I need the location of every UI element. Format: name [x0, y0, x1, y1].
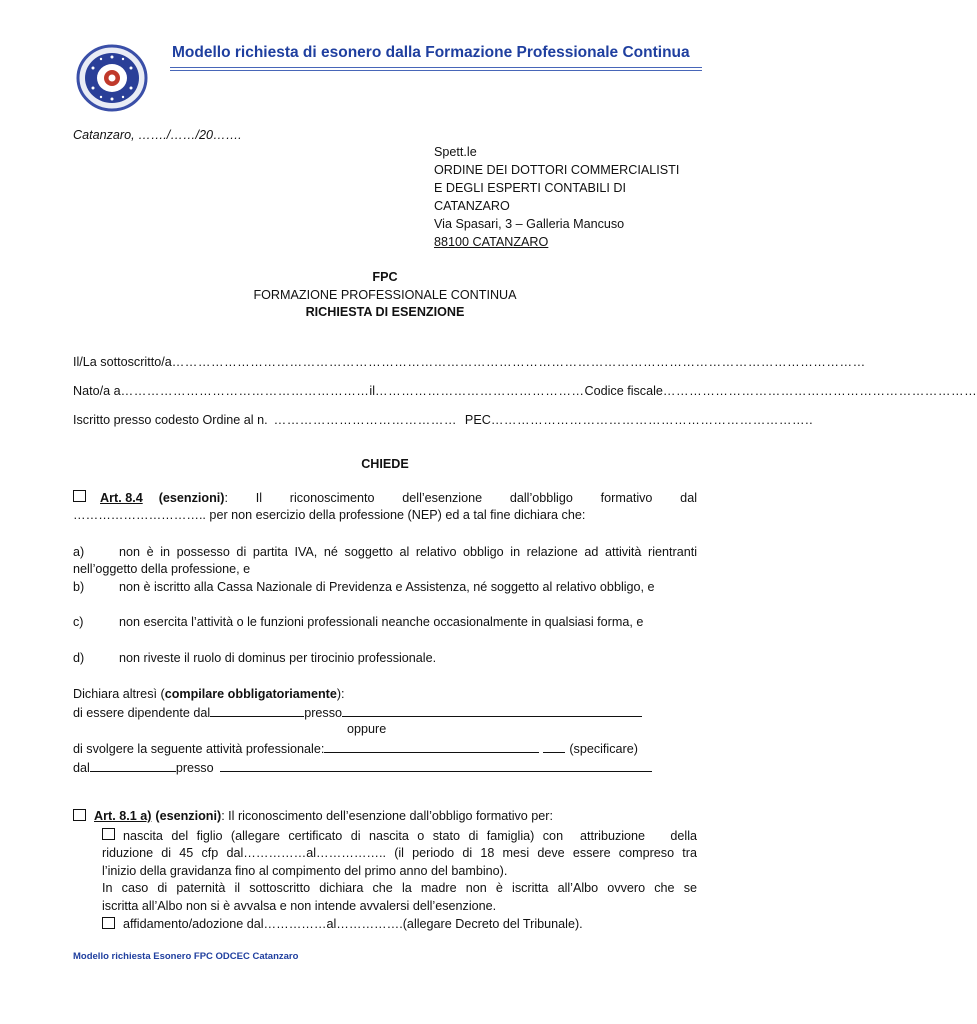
art84-checkbox[interactable]	[73, 490, 86, 502]
employee-from-blank[interactable]	[210, 704, 304, 717]
item-label: c)	[73, 615, 84, 629]
art84-text1: : Il riconoscimento dell’esenzione dall’obbligo formativo dal	[224, 491, 697, 505]
art84-item-c	[73, 614, 697, 631]
employee-at-blank[interactable]	[342, 704, 642, 717]
tax-code-label: Codice fiscale	[584, 384, 663, 398]
item-label: b)	[73, 580, 85, 594]
item-label: a)	[73, 545, 85, 559]
activity-blank-short[interactable]	[543, 740, 565, 753]
declaration-intro-end: ):	[336, 687, 345, 701]
period-row	[73, 759, 652, 775]
recipient-city: 88100 CATANZARO	[434, 235, 549, 249]
art81-ref: Art. 8.1 a)	[94, 809, 152, 823]
born-in-blank[interactable]: …………………………………………………	[120, 384, 370, 398]
registration-field-row	[73, 413, 814, 427]
birth-text-l3: l’inizio della gravidanza fino al compimento del primo anno del bambino).	[102, 864, 508, 878]
heading-full: FORMAZIONE PROFESSIONALE CONTINUA	[253, 288, 517, 302]
heading-subject: RICHIESTA DI ESENZIONE	[305, 305, 465, 319]
art81-checkbox[interactable]	[73, 809, 86, 821]
birth-checkbox[interactable]	[102, 828, 115, 840]
period-from-blank[interactable]	[90, 759, 176, 772]
recipient-line2: E DEGLI ESPERTI CONTABILI DI	[434, 181, 626, 195]
born-in-label: Nato/a a	[73, 384, 121, 398]
activity-label: di svolgere la seguente attività professionale:	[73, 742, 325, 756]
declaration-intro-text: Dichiara altresì (	[73, 687, 165, 701]
adoption-text: affidamento/adozione dal……………al…………….(allegare Decreto del Tribunale).	[123, 917, 583, 931]
art84-ref: Art. 8.4	[100, 491, 143, 505]
item-text: non riveste il ruolo di dominus per tirocinio professionale.	[119, 651, 437, 665]
art84-item-d	[73, 650, 697, 667]
declaration-intro	[73, 687, 345, 701]
art81-line	[73, 809, 553, 823]
undersigned-label: Il/La sottoscritto/a	[73, 355, 172, 369]
item-label: d)	[73, 651, 85, 665]
registered-blank[interactable]: ……………………………………	[273, 413, 457, 427]
requests-heading: CHIEDE	[361, 457, 409, 471]
pec-blank[interactable]: ………………………………………………………………..	[490, 413, 814, 427]
tax-code-blank[interactable]: ………………………………………………………………	[662, 384, 977, 398]
declaration-intro-bold: compilare obbligatoriamente	[164, 687, 337, 701]
art84-item-a	[73, 544, 697, 578]
art81-text: : Il riconoscimento dell’esenzione dall’obbligo formativo per:	[221, 809, 553, 823]
pec-label: PEC	[464, 413, 491, 427]
item-text: non è in possesso di partita IVA, né soggetto al relativo obbligo in relazione ad attività rientranti nell’oggetto della professione, e	[73, 545, 697, 576]
recipient-line1: ORDINE DEI DOTTORI COMMERCIALISTI	[434, 163, 680, 177]
art84-item-b	[73, 579, 697, 596]
employee-at-label: presso	[304, 706, 343, 720]
adoption-option	[102, 917, 583, 931]
period-from-label: dal	[73, 761, 90, 775]
header-divider	[170, 67, 702, 68]
item-text: non è iscritto alla Cassa Nazionale di Previdenza e Assistenza, né soggetto al relativo obbligo, e	[119, 580, 655, 594]
birth-option-line1	[102, 828, 697, 843]
birth-text-l1: nascita del figlio (allegare certificato di nascita o stato di famiglia) con attribuzione della	[123, 829, 697, 843]
odcec-seal-icon	[76, 44, 148, 112]
recipient-salutation: Spett.le	[434, 145, 477, 159]
art84-text2: ………………………….. per non esercizio della professione (NEP) ed a tal fine dichiara che:	[73, 508, 586, 522]
activity-row	[73, 740, 638, 756]
birth-field-row	[73, 384, 977, 398]
or-label: oppure	[347, 722, 387, 736]
art84-tag: (esenzioni)	[158, 491, 225, 505]
header-divider-secondary	[170, 70, 702, 71]
adoption-checkbox[interactable]	[102, 917, 115, 929]
footer-text: Modello richiesta Esonero FPC ODCEC Catanzaro	[73, 951, 299, 962]
undersigned-blank[interactable]: ……………………………………………………………………………………………………………………………………………	[171, 355, 866, 369]
employee-label: di essere dipendente dal	[73, 706, 211, 720]
period-at-blank[interactable]	[220, 759, 652, 772]
born-on-label: il	[369, 384, 375, 398]
heading-acronym: FPC	[372, 270, 398, 284]
item-text: non esercita l’attività o le funzioni professionali neanche occasionalmente in qualsiasi forma, e	[119, 615, 644, 629]
paternity-text-l2: iscritta all’Albo non si è avvalsa e non intende avvalersi dell’esenzione.	[102, 899, 497, 913]
recipient-street: Via Spasari, 3 – Galleria Mancuso	[434, 217, 625, 231]
art81-tag: (esenzioni)	[155, 809, 222, 823]
paternity-text-l1: In caso di paternità il sottoscritto dichiara che la madre non è iscritta all’Albo ovvero che se	[102, 881, 697, 895]
date-line: Catanzaro, ……./……/20…….	[73, 128, 242, 142]
born-on-blank[interactable]: …………………………………………	[375, 384, 585, 398]
activity-blank[interactable]	[324, 740, 539, 753]
recipient-line3: CATANZARO	[434, 199, 510, 213]
period-at-label: presso	[175, 761, 214, 775]
employee-row	[73, 704, 642, 720]
registered-label: Iscritto presso codesto Ordine al n.	[73, 413, 268, 427]
specify-label: (specificare)	[569, 742, 638, 756]
art84-line1	[73, 490, 697, 505]
document-header-title: Modello richiesta di esonero dalla Formazione Professionale Continua	[172, 44, 690, 61]
birth-text-l2: riduzione di 45 cfp dal……………al…………….. (il periodo di 18 mesi deve essere compreso tra	[102, 846, 697, 860]
undersigned-field[interactable]	[73, 355, 866, 369]
